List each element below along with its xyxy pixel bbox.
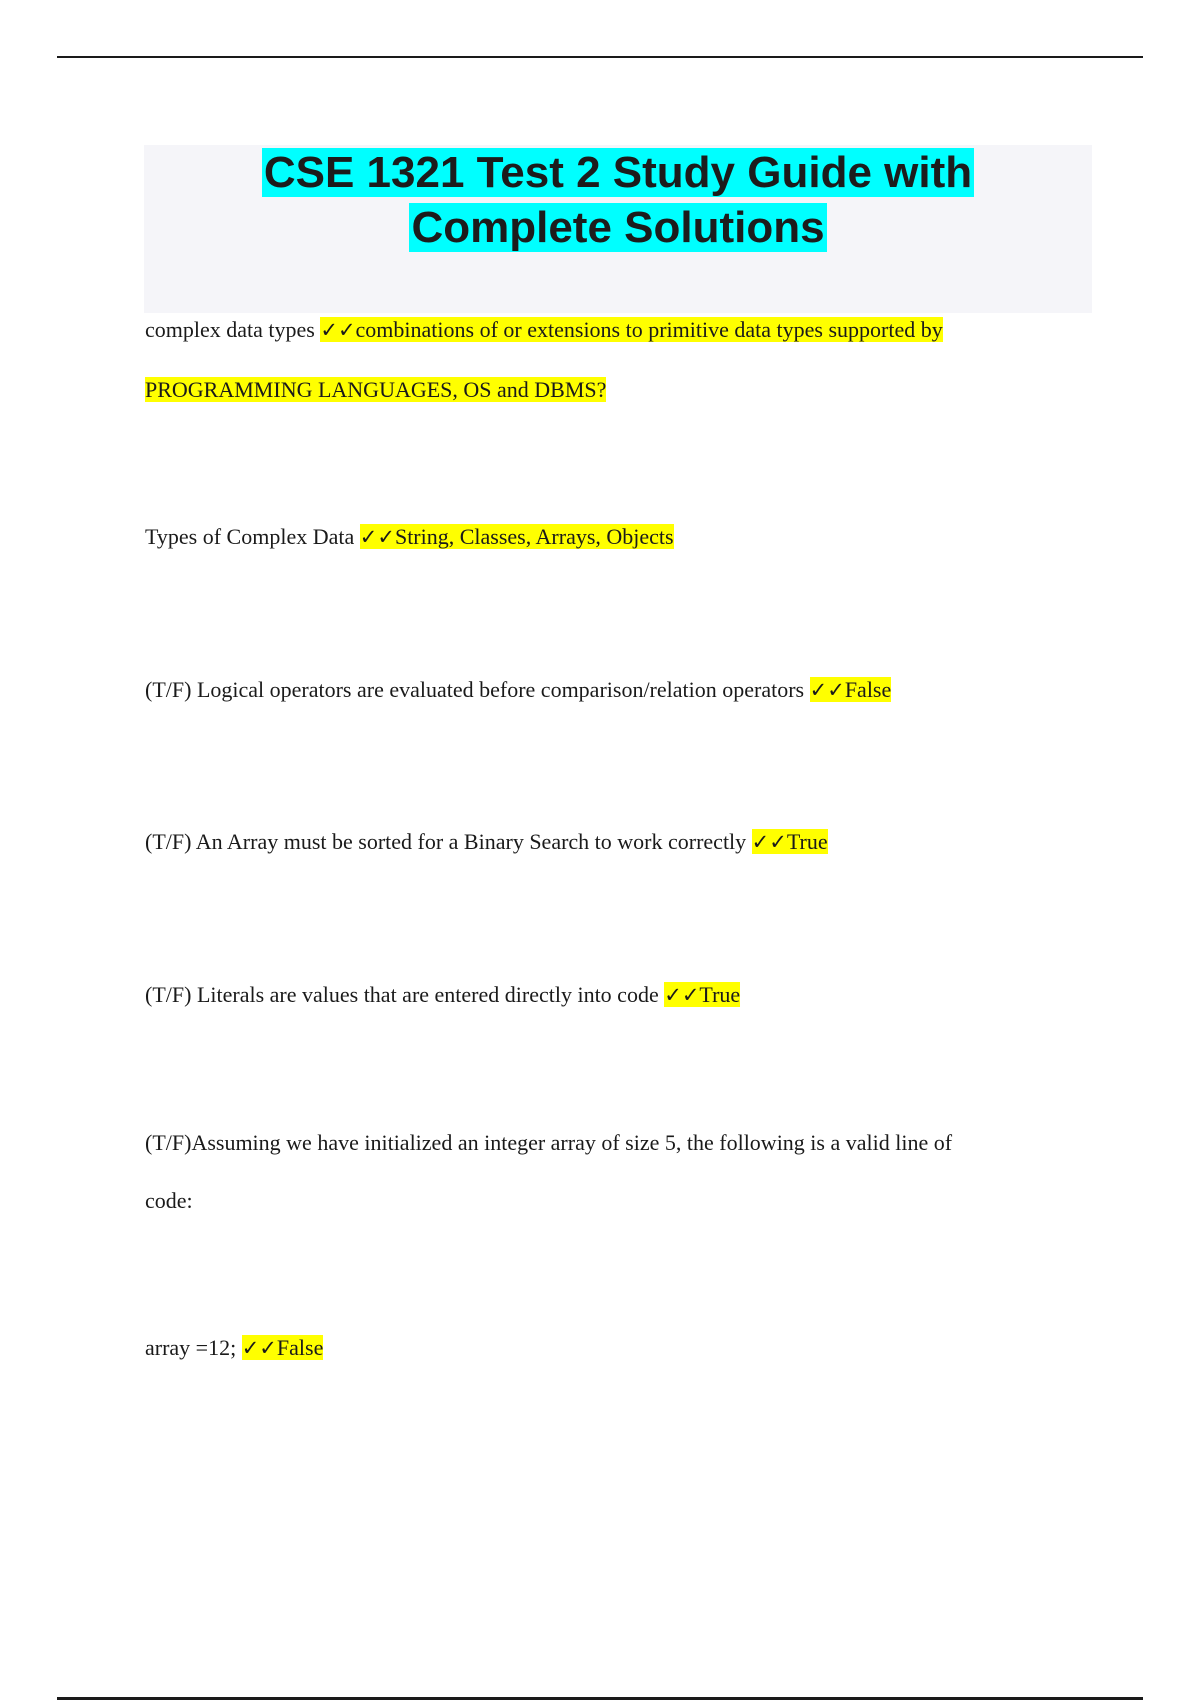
answer-text: String, Classes, Arrays, Objects <box>394 524 674 549</box>
title-line-1: CSE 1321 Test 2 Study Guide with <box>263 148 973 197</box>
double-check-icon: ✓✓ <box>359 525 395 549</box>
qa-entry-complex-data-types-cont <box>145 375 606 405</box>
qa-entry-complex-data-types <box>145 315 943 345</box>
double-check-icon: ✓✓ <box>751 830 787 854</box>
qa-entry-array-code <box>145 1333 323 1363</box>
double-check-icon: ✓✓ <box>664 983 700 1007</box>
question-text: (T/F) Logical operators are evaluated before comparison/relation operators <box>145 677 810 702</box>
answer-text: combinations of or extensions to primitive data types supported by <box>355 317 943 342</box>
answer-text: PROGRAMMING LANGUAGES, OS and DBMS? <box>145 377 607 402</box>
question-text: code: <box>145 1188 193 1213</box>
answer-highlight <box>664 982 740 1007</box>
answer-text: True <box>786 829 828 854</box>
qa-entry-array-assignment-cont <box>145 1186 193 1216</box>
question-text: (T/F) An Array must be sorted for a Binary Search to work correctly <box>145 829 752 854</box>
document-title <box>144 145 1092 255</box>
answer-highlight <box>360 524 674 549</box>
code-text: array =12; <box>145 1335 242 1360</box>
question-text: (T/F) Literals are values that are entered directly into code <box>145 982 665 1007</box>
answer-text: True <box>699 982 741 1007</box>
title-line-2: Complete Solutions <box>411 203 825 252</box>
question-text: complex data types <box>145 317 321 342</box>
answer-highlight <box>752 829 828 854</box>
question-text: Types of Complex Data <box>145 524 360 549</box>
double-check-icon: ✓✓ <box>320 318 356 342</box>
qa-entry-types-of-complex-data <box>145 522 674 552</box>
answer-highlight <box>810 677 892 702</box>
header-rule <box>57 56 1143 58</box>
double-check-icon: ✓✓ <box>809 678 845 702</box>
double-check-icon: ✓✓ <box>241 1336 277 1360</box>
qa-entry-literals <box>145 980 740 1010</box>
qa-entry-binary-search <box>145 827 828 857</box>
answer-highlight <box>320 317 942 342</box>
answer-text: False <box>276 1335 324 1360</box>
answer-text: False <box>844 677 892 702</box>
question-text: (T/F)Assuming we have initialized an integer array of size 5, the following is a valid line of <box>145 1130 953 1155</box>
qa-entry-logical-operators <box>145 675 891 705</box>
qa-entry-array-assignment <box>145 1128 952 1158</box>
answer-highlight <box>242 1335 324 1360</box>
